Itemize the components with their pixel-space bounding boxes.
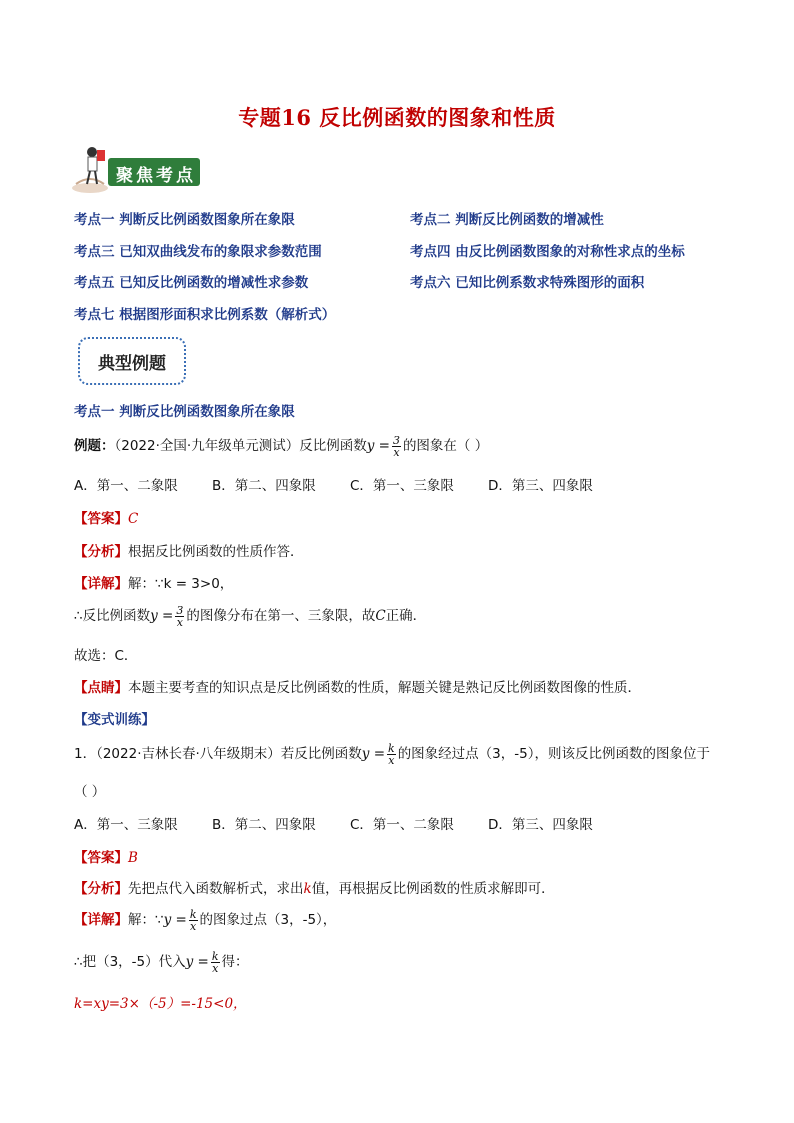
kaodian-3: 考点三 已知双曲线发布的象限求参数范围 bbox=[74, 244, 322, 260]
example-detail-1: 【详解】解：∵k = 3>0， bbox=[74, 576, 234, 592]
variant-detail-3: k=xy=3×（-5）=-15<0， bbox=[74, 996, 247, 1012]
typical-examples-label: 典型例题 bbox=[98, 354, 166, 374]
typical-examples-box bbox=[78, 337, 186, 385]
variant-question: 1．（2022·吉林长春·八年级期末）若反比例函数y = $\frac{k}{x}$ 的图象经过点（3，-5），则该反比例函数的图象位于 bbox=[74, 741, 710, 767]
example-analysis: 【分析】根据反比例函数的性质作答． bbox=[74, 544, 304, 560]
example-choose: 故选：C． bbox=[74, 648, 138, 664]
variant-options: A．第一、三象限 B．第二、四象限 C．第一、二象限 D．第三、四象限 bbox=[74, 817, 593, 833]
page-title: 专题16 反比例函数的图象和性质 bbox=[238, 105, 556, 130]
kaodian-1: 考点一 判断反比例函数图象所在象限 bbox=[74, 212, 295, 228]
kaodian-6: 考点六 已知比例系数求特殊图形的面积 bbox=[410, 275, 645, 291]
example-detail-2: ∴反比例函数y = $\frac{3}{x}$ 的图像分布在第一、三象限，故C正确． bbox=[74, 603, 427, 629]
variant-heading: 【变式训练】 bbox=[74, 712, 155, 728]
focus-banner bbox=[70, 144, 202, 194]
example-options: A．第一、二象限 B．第二、四象限 C．第一、三象限 D．第三、四象限 bbox=[74, 478, 593, 494]
banner-label: 聚焦考点 bbox=[116, 166, 196, 186]
variant-detail-1: 【详解】解：∵y = $\frac{k}{x}$ 的图象过点（3，-5）， bbox=[74, 907, 337, 933]
variant-analysis: 【分析】先把点代入函数解析式，求出k值，再根据反比例函数的性质求解即可． bbox=[74, 881, 555, 897]
example-comment: 【点睛】本题主要考查的知识点是反比例函数的性质，解题关键是熟记反比例函数图像的性质． bbox=[74, 680, 641, 696]
kaodian-heading: 考点一 判断反比例函数图象所在象限 bbox=[74, 404, 295, 420]
kaodian-2: 考点二 判断反比例函数的增减性 bbox=[410, 212, 604, 228]
student-figure-icon bbox=[70, 144, 110, 194]
variant-question-paren: （ ） bbox=[74, 784, 106, 800]
kaodian-7: 考点七 根据图形面积求比例系数（解析式） bbox=[74, 307, 336, 323]
variant-answer: 【答案】B bbox=[74, 850, 138, 866]
example-answer: 【答案】C bbox=[74, 511, 139, 527]
example-question: 例题：（2022·全国·九年级单元测试）反比例函数y = $\frac{3}{x}$ 的图象在（ ） bbox=[74, 433, 489, 459]
kaodian-4: 考点四 由反比例函数图象的对称性求点的坐标 bbox=[410, 244, 685, 260]
kaodian-5: 考点五 已知反比例函数的增减性求参数 bbox=[74, 275, 309, 291]
variant-detail-2: ∴把（3，-5）代入y = $\frac{k}{x}$ 得： bbox=[74, 949, 249, 975]
